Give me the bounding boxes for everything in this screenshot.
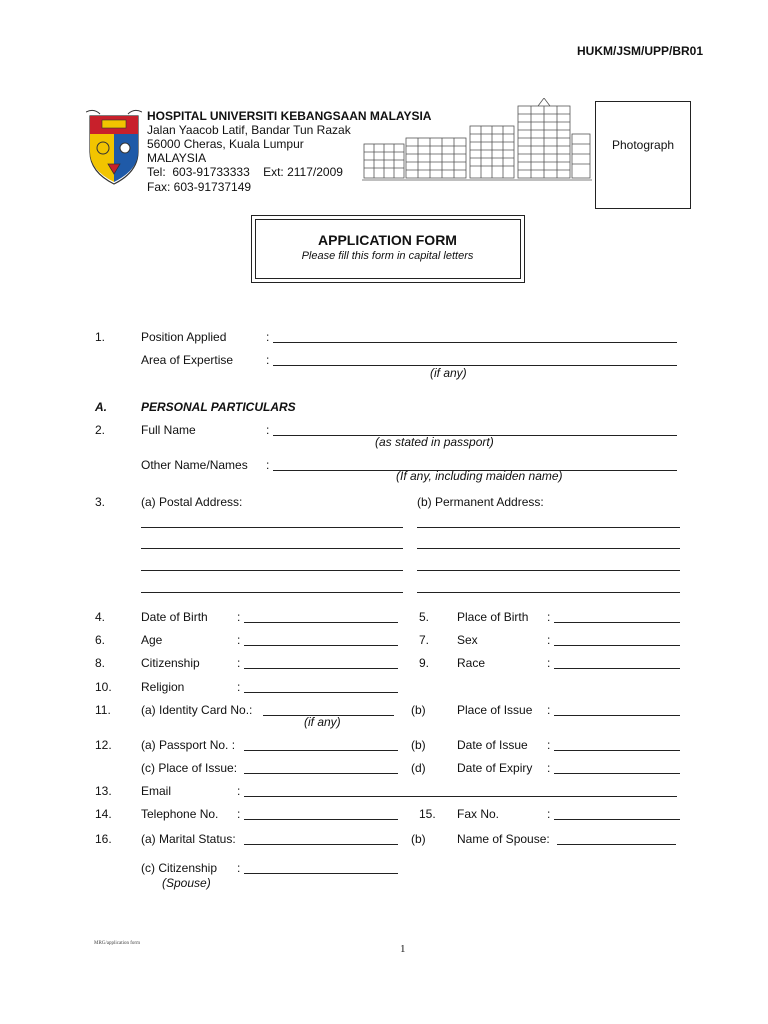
colon: : [237, 861, 241, 875]
hospital-building-illustration [362, 98, 592, 184]
postal-address-line[interactable] [141, 548, 403, 549]
full-name-label: Full Name [141, 423, 196, 437]
colon: : [547, 633, 551, 647]
date-of-expiry-field[interactable] [554, 773, 680, 774]
colon: : [237, 680, 241, 694]
religion-field[interactable] [244, 692, 398, 693]
telephone-label: Telephone No. [141, 807, 219, 821]
page-number: 1 [400, 943, 406, 955]
document-code: HUKM/JSM/UPP/BR01 [577, 44, 704, 58]
colon: : [237, 784, 241, 798]
sub-item-b: (b) [411, 738, 426, 752]
colon: : [547, 656, 551, 670]
colon: : [266, 423, 270, 437]
marital-status-field[interactable] [244, 844, 398, 845]
item-number-9: 9. [419, 656, 430, 670]
date-of-birth-field[interactable] [244, 622, 398, 623]
age-label: Age [141, 633, 163, 647]
postal-address-label: (a) Postal Address: [141, 495, 243, 509]
permanent-address-line[interactable] [417, 570, 680, 571]
item-number-7: 7. [419, 633, 430, 647]
spouse-citizenship-field[interactable] [244, 873, 398, 874]
if-any-note: (if any) [304, 715, 341, 729]
sub-item-d: (d) [411, 761, 426, 775]
item-number-2: 2. [95, 423, 106, 437]
area-of-expertise-field[interactable] [273, 365, 677, 366]
sex-field[interactable] [554, 645, 680, 646]
age-field[interactable] [244, 645, 398, 646]
university-crest-logo [86, 108, 142, 186]
maiden-name-note: (If any, including maiden name) [396, 469, 563, 483]
name-of-spouse-label: Name of Spouse: [457, 832, 550, 846]
postal-address-line[interactable] [141, 592, 403, 593]
date-of-issue-label: Date of Issue [457, 738, 528, 752]
fax-no-field[interactable] [554, 819, 680, 820]
hospital-name: HOSPITAL UNIVERSITI KEBANGSAAN MALAYSIA [147, 109, 432, 123]
citizenship-label: Citizenship [141, 656, 200, 670]
footer-file-name: MRG/application form [94, 941, 140, 946]
colon: : [237, 807, 241, 821]
as-stated-in-passport-note: (as stated in passport) [375, 435, 494, 449]
permanent-address-line[interactable] [417, 592, 680, 593]
date-of-birth-label: Date of Birth [141, 610, 208, 624]
citizenship-field[interactable] [244, 668, 398, 669]
colon: : [237, 610, 241, 624]
hospital-address-line2: 56000 Cheras, Kuala Lumpur [147, 137, 304, 151]
hospital-telephone: Tel: 603-91733333 Ext: 2117/2009 [147, 165, 343, 179]
permanent-address-label: (b) Permanent Address: [417, 495, 544, 509]
area-of-expertise-label: Area of Expertise [141, 353, 234, 367]
sub-item-b: (b) [411, 832, 426, 846]
spouse-citizenship-label: (c) Citizenship [141, 861, 218, 875]
photograph-label: Photograph [612, 138, 675, 152]
identity-card-label: (a) Identity Card No.: [141, 703, 253, 717]
item-number-12: 12. [95, 738, 112, 752]
colon: : [266, 458, 270, 472]
photograph-box[interactable] [595, 101, 691, 209]
item-number-11: 11. [95, 703, 111, 717]
colon: : [547, 738, 551, 752]
position-applied-label: Position Applied [141, 330, 227, 344]
colon: : [266, 353, 270, 367]
passport-place-of-issue-label: (c) Place of Issue: [141, 761, 238, 775]
telephone-field[interactable] [244, 819, 398, 820]
passport-no-field[interactable] [244, 750, 398, 751]
date-of-expiry-label: Date of Expiry [457, 761, 533, 775]
colon: : [266, 330, 270, 344]
spouse-note: (Spouse) [162, 876, 211, 890]
section-a-letter: A. [95, 400, 107, 414]
if-any-note: (if any) [430, 366, 467, 380]
hospital-address-line1: Jalan Yaacob Latif, Bandar Tun Razak [147, 123, 351, 137]
item-number-1: 1. [95, 330, 106, 344]
sex-label: Sex [457, 633, 478, 647]
place-of-birth-field[interactable] [554, 622, 680, 623]
other-names-label: Other Name/Names [141, 458, 248, 472]
item-number-16: 16. [95, 832, 112, 846]
passport-place-of-issue-field[interactable] [244, 773, 398, 774]
marital-status-label: (a) Marital Status: [141, 832, 236, 846]
fax-no-label: Fax No. [457, 807, 500, 821]
place-of-issue-field[interactable] [554, 715, 680, 716]
form-subtitle: Please fill this form in capital letters [301, 250, 474, 262]
item-number-4: 4. [95, 610, 106, 624]
name-of-spouse-field[interactable] [557, 844, 676, 845]
place-of-issue-label: Place of Issue [457, 703, 533, 717]
colon: : [547, 807, 551, 821]
email-field[interactable] [244, 796, 677, 797]
religion-label: Religion [141, 680, 185, 694]
item-number-15: 15. [419, 807, 436, 821]
hospital-fax: Fax: 603-91737149 [147, 180, 252, 194]
postal-address-line[interactable] [141, 570, 403, 571]
colon: : [547, 703, 551, 717]
item-number-8: 8. [95, 656, 106, 670]
race-field[interactable] [554, 668, 680, 669]
position-applied-field[interactable] [273, 342, 677, 343]
sub-item-b: (b) [411, 703, 426, 717]
form-title-box [251, 215, 525, 283]
email-label: Email [141, 784, 172, 798]
place-of-birth-label: Place of Birth [457, 610, 529, 624]
item-number-14: 14. [95, 807, 112, 821]
section-a-title: PERSONAL PARTICULARS [141, 400, 296, 414]
date-of-issue-field[interactable] [554, 750, 680, 751]
permanent-address-line[interactable] [417, 548, 680, 549]
item-number-6: 6. [95, 633, 106, 647]
permanent-address-line[interactable] [417, 527, 680, 528]
item-number-10: 10. [95, 680, 112, 694]
form-title: APPLICATION FORM [318, 232, 457, 248]
colon: : [237, 633, 241, 647]
race-label: Race [457, 656, 486, 670]
colon: : [547, 761, 551, 775]
item-number-3: 3. [95, 495, 106, 509]
colon: : [237, 656, 241, 670]
item-number-13: 13. [95, 784, 112, 798]
passport-no-label: (a) Passport No. : [141, 738, 236, 752]
hospital-country: MALAYSIA [147, 151, 207, 165]
item-number-5: 5. [419, 610, 430, 624]
colon: : [547, 610, 551, 624]
postal-address-line[interactable] [141, 527, 403, 528]
